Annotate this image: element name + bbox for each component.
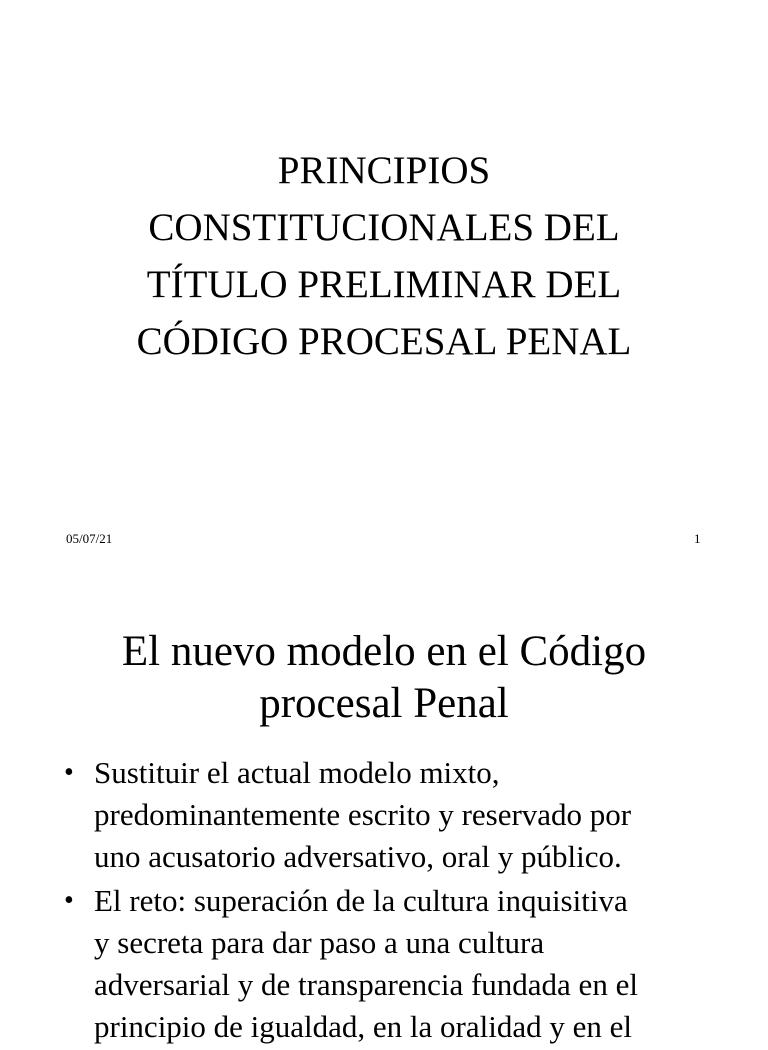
slide-2-title <box>64 626 704 730</box>
bullet-dot-icon: • <box>64 885 74 916</box>
bullet-item <box>62 880 742 1048</box>
slide-1-title-line: CÓDIGO PROCESAL PENAL <box>136 320 632 363</box>
slide-2 <box>0 576 768 1044</box>
slide-page-number: 1 <box>694 531 701 546</box>
slide-1-title-line: PRINCIPIOS <box>277 149 491 192</box>
bullet-text-line: Sustituir el actual modelo mixto, <box>94 755 500 790</box>
bullet-list <box>62 752 742 1050</box>
slide-footer-date: 05/07/21 <box>66 531 113 546</box>
bullet-item <box>62 752 742 878</box>
bullet-text-line: El reto: superación de la cultura inquisitiva <box>94 883 628 918</box>
slide-2-title-line: procesal Penal <box>259 680 509 727</box>
slide-1-title <box>84 142 684 370</box>
slide-2-title-line: El nuevo modelo en el Código <box>121 628 647 675</box>
bullet-text-line: uno acusatorio adversativo, oral y público. <box>94 839 622 874</box>
bullet-text-line: adversarial y de transparencia fundada en el <box>94 967 638 1002</box>
slide-1-title-line: CONSTITUCIONALES DEL <box>148 206 620 249</box>
bullet-text-line: predominantemente escrito y reservado por <box>94 797 632 832</box>
bullet-text-line: y secreta para dar paso a una cultura <box>94 925 545 960</box>
bullet-text-line: principio de igualdad, en la oralidad y en el <box>94 1009 633 1044</box>
bullet-dot-icon: • <box>64 757 74 788</box>
slide-1-title-line: TÍTULO PRELIMINAR DEL <box>146 263 622 306</box>
